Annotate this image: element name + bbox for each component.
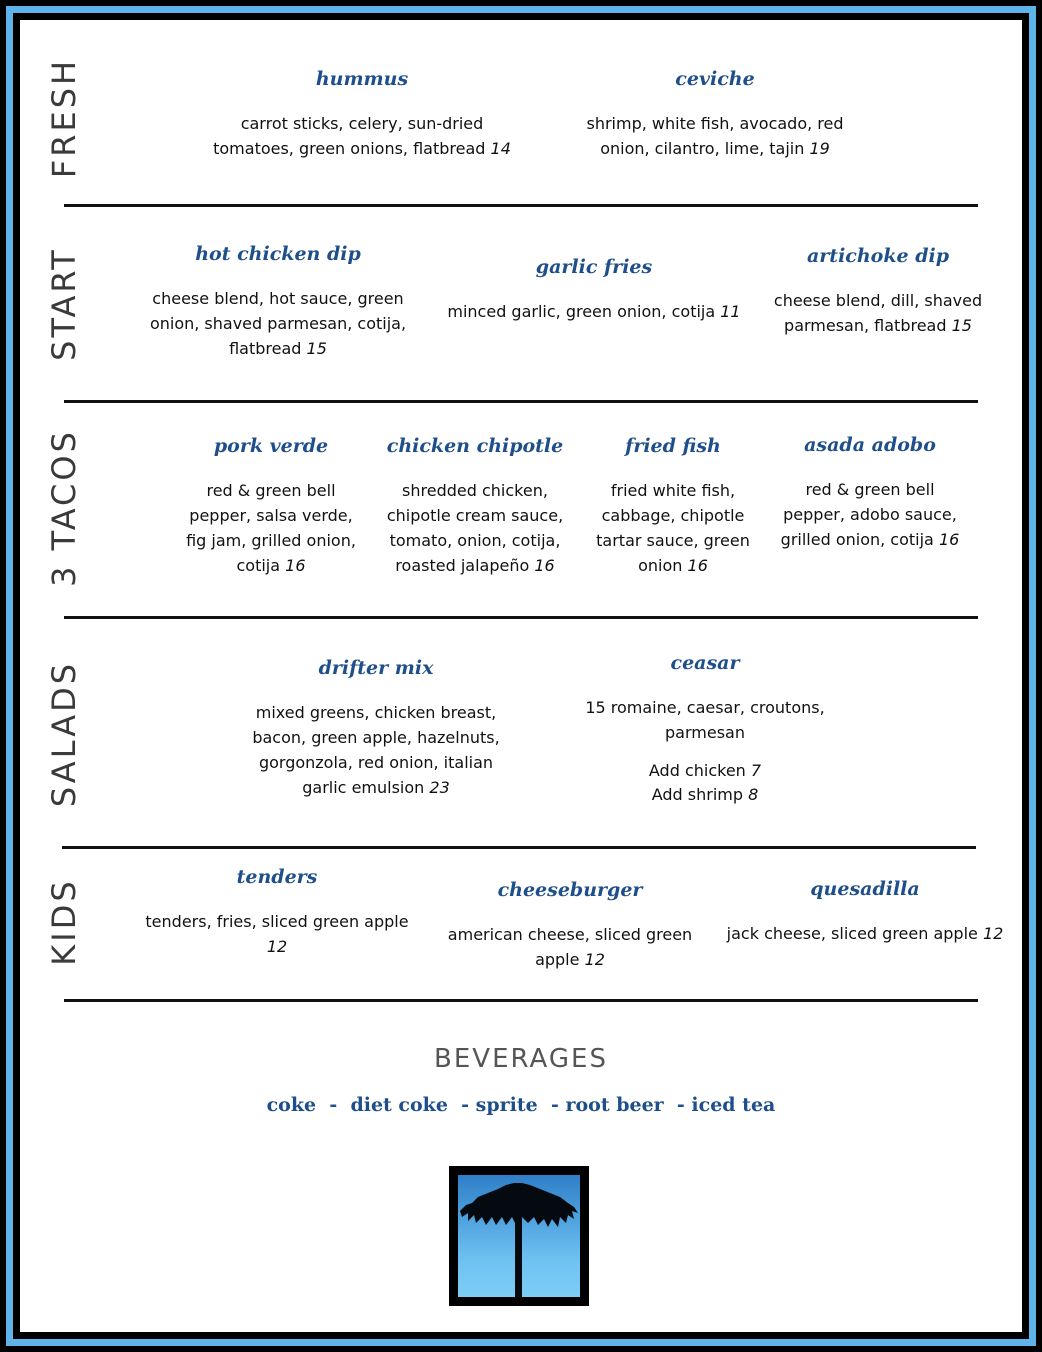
item-name: garlic fries <box>535 256 653 278</box>
menu-item-artichoke-dip <box>768 244 988 338</box>
item-desc: cheese blend, dill, shaved parmesan, flatbread 15 <box>773 291 983 335</box>
item-name: drifter mix <box>318 657 434 679</box>
item-price: 15 <box>306 339 327 358</box>
item-price: 16 <box>285 556 306 575</box>
item-name: hot chicken dip <box>195 243 361 265</box>
section-divider <box>64 400 978 403</box>
item-price: 11 <box>720 302 741 321</box>
menu-item-drifter-mix <box>246 656 506 800</box>
item-desc: jack cheese, sliced green apple 12 <box>726 924 1004 943</box>
item-price: 12 <box>982 924 1004 943</box>
menu-item-ceviche <box>575 67 855 161</box>
item-name: tenders <box>236 866 318 888</box>
menu-item-hot-chicken-dip <box>138 242 418 361</box>
item-price: 16 <box>938 530 960 549</box>
item-desc: shrimp, white fish, avocado, red onion, cilantro, lime, tajin 19 <box>586 114 844 158</box>
menu-item-ceasar <box>580 651 830 807</box>
item-name: chicken chipotle <box>386 435 564 457</box>
item-desc: tenders, fries, sliced green apple 12 <box>145 912 409 956</box>
item-name: fried fish <box>625 435 721 457</box>
item-desc: red & green bell pepper, salsa verde, fig jam, grilled onion, cotija 16 <box>186 481 356 575</box>
menu-item-hummus <box>202 67 522 161</box>
item-price: 15 <box>951 316 972 335</box>
item-price: 16 <box>687 556 708 575</box>
menu-item-tenders <box>140 865 414 959</box>
menu-item-pork-verde <box>178 434 364 578</box>
item-name: pork verde <box>213 435 329 457</box>
item-desc: fried white fish, cabbage, chipotle tartar sauce, green onion 16 <box>596 481 750 575</box>
item-name: artichoke dip <box>806 245 950 267</box>
item-price: 14 <box>490 139 511 158</box>
menu-item-garlic-fries <box>434 255 754 324</box>
addons-list <box>580 759 830 807</box>
item-name: hummus <box>315 68 409 90</box>
menu-item-chicken-chipotle <box>378 434 572 578</box>
item-desc: shredded chicken, chipotle cream sauce, tomato, onion, cotija, roasted jalapeño 16 <box>386 481 564 575</box>
menu-page: FRESH hummus carrot sticks, celery, sun-dried tomatoes, green onions, flatbread 14 ceviche shrimp, white fish, avocado, red onion, cilantro, lime, tajin 19 START hot chicken dip cheese blend, hot sauce, green onion, shaved parmesan, cotija, flatbread 15 garlic fries minced garlic, green onion, cotija 11 artichoke dip cheese blend, dill, shaved parmesan, flatbread 15 3 TACOS pork verde red & green bell pepper, salsa verde, fig jam, grilled onion, cotija 16 chicken chipotle shredded chicken, chipotle cream sauce, tomato, onion, cotija, roasted jalapeño 16 fried fish fried white fish, cabbage, chipotle tartar sauce, green onion 16 asada adobo red & green bell pepper, adobo sauce, grilled onion, cotija 16 SALADS drifter mix mixed greens, chicken breast, bacon, green apple, hazelnuts, gorgonzola, red onion, italian garlic emulsion 23 ceasar 15 romaine, caesar, croutons, parmesan Add chicken 7 Add shrimp 8 KIDS tenders tenders, fries, sliced green apple 12 cheeseburger american cheese, sliced green apple 12 quesadilla jack cheese, sliced green apple 12 BEVERAGES coke - diet coke - sprite - root beer - iced tea <box>20 20 1022 1332</box>
item-desc: cheese blend, hot sauce, green onion, shaved parmesan, cotija, flatbread 15 <box>149 289 407 358</box>
beverages-list: coke - diet coke - sprite - root beer - iced tea <box>266 1094 776 1116</box>
section-divider <box>62 846 976 849</box>
umbrella-silhouette <box>458 1175 580 1297</box>
item-desc: american cheese, sliced green apple 12 <box>447 925 693 969</box>
item-desc: carrot sticks, celery, sun-dried tomatoes, green onions, flatbread 14 <box>213 114 511 158</box>
section-divider <box>64 204 978 207</box>
item-name: cheeseburger <box>497 879 643 901</box>
item-name: quesadilla <box>810 878 920 900</box>
item-price: 23 <box>429 778 450 797</box>
item-price: 16 <box>534 556 555 575</box>
section-divider <box>64 616 978 619</box>
palapa-umbrella-icon <box>449 1166 589 1306</box>
item-desc: mixed greens, chicken breast, bacon, green apple, hazelnuts, gorgonzola, red onion, italian garlic emulsion 23 <box>252 703 500 797</box>
menu-item-cheeseburger <box>440 878 700 972</box>
menu-item-asada-adobo <box>774 433 966 552</box>
item-name: ceasar <box>670 652 740 674</box>
item-price: 12 <box>584 950 605 969</box>
item-name: ceviche <box>675 68 755 90</box>
addon-shrimp: Add shrimp 8 <box>651 785 759 804</box>
section-divider <box>64 999 978 1002</box>
item-price: 12 <box>266 937 288 956</box>
item-desc: minced garlic, green onion, cotija 11 <box>447 302 741 321</box>
menu-item-quesadilla <box>720 877 1010 946</box>
item-desc: red & green bell pepper, adobo sauce, grilled onion, cotija 16 <box>780 480 960 549</box>
beverages-title: BEVERAGES <box>434 1044 608 1074</box>
item-name: asada adobo <box>804 434 936 456</box>
menu-item-fried-fish <box>588 434 758 578</box>
addon-chicken: Add chicken 7 <box>648 761 762 780</box>
item-price: 19 <box>809 139 830 158</box>
item-desc: 15 romaine, caesar, croutons, parmesan <box>585 698 825 742</box>
